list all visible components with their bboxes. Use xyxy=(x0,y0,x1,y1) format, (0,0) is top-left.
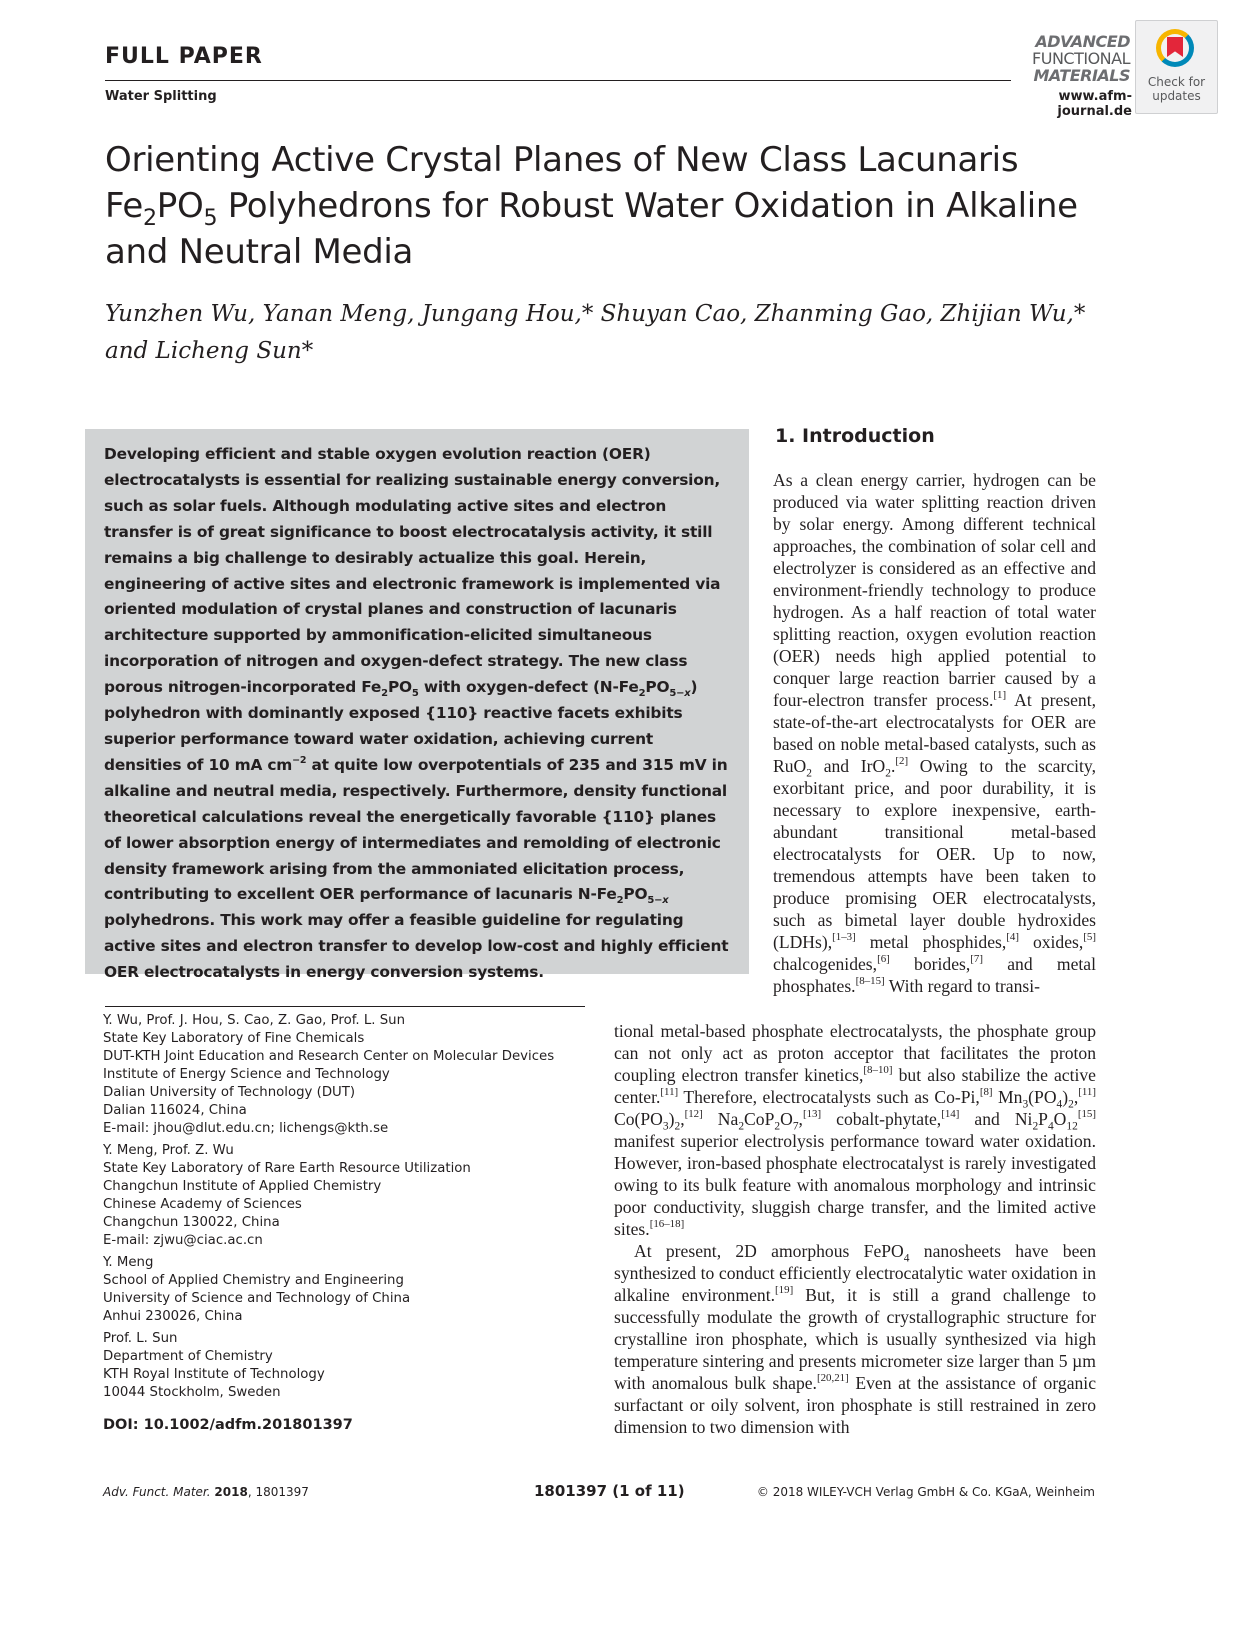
affiliation-line: Y. Meng xyxy=(103,1255,154,1270)
intro-paragraph-1-continued: tional metal-based phosphate electrocatalysts, the phosphate group can not only act as proton acceptor that facilitates the proton coupling electron transfer kinetics,[8–10] but also stabilize the active center.[11] Therefore, electrocatalysts such as Co-Pi,[8] $Mn_3(PO_4)_2,[11]$ $Co(PO_3)_2,[12]$ $Na_2CoP_2O_7,[13]$ cobalt-phytate,[14] and $Ni_2P_4O_{12}[15]$ manifest superior electrolysis performance toward water oxidation. However, iron-based phosphate electrocatalyst is rarely investigated owing to its bulk feature with anomalous morphology and intrinsic poor conductivity, sluggish charge transfer, and the limited active sites.[16–18] xyxy=(614,1021,1096,1239)
journal-logo xyxy=(1010,33,1130,84)
header-rule xyxy=(105,80,1011,81)
affiliation-line: State Key Laboratory of Rare Earth Resource Utilization xyxy=(103,1161,471,1176)
footer-copyright: © 2018 WILEY-VCH Verlag GmbH & Co. KGaA, Weinheim xyxy=(756,1485,1095,1499)
affiliation-group xyxy=(103,1142,593,1250)
affiliation-line: Institute of Energy Science and Technology xyxy=(103,1067,390,1082)
affiliation-line: Chinese Academy of Sciences xyxy=(103,1197,302,1212)
journal-logo-line-3: MATERIALS xyxy=(1033,66,1130,85)
journal-url[interactable]: www.afm-journal.de xyxy=(1057,89,1132,119)
affiliation-line: Y. Wu, Prof. J. Hou, S. Cao, Z. Gao, Prof. L. Sun xyxy=(103,1013,406,1028)
affiliation-line: Prof. L. Sun xyxy=(103,1331,178,1346)
email-line[interactable]: E-mail: jhou@dlut.edu.cn; lichengs@kth.se xyxy=(103,1121,389,1136)
affiliation-group xyxy=(103,1330,593,1402)
affiliation-line: State Key Laboratory of Fine Chemicals xyxy=(103,1031,365,1046)
section-label: Water Splitting xyxy=(105,89,217,104)
article-type-label: FULL PAPER xyxy=(105,44,263,69)
doi-link[interactable]: DOI: 10.1002/adfm.201801397 xyxy=(103,1417,353,1433)
affiliation-line: University of Science and Technology of China xyxy=(103,1291,411,1306)
intro-paragraph-2: At present, 2D amorphous FePO$_4$ nanosheets have been synthesized to conduct efficiently electrocatalytic water oxidation in alkaline environment.[19] But, it is still a grand challenge to successfully modulate the growth of crystallographic structure for crystalline iron phosphate, which is usually synthesized via high temperature sintering and presents micrometer size larger than 5 µm with anomalous bulk shape.[20,21] Even at the assistance of organic surfactant or oily solvent, iron phosphate is still restrained in zero dimension to two dimension with xyxy=(614,1241,1097,1437)
affiliation-line: Changchun 130022, China xyxy=(103,1215,280,1230)
affiliation-line: Dalian 116024, China xyxy=(103,1103,247,1118)
affiliation-line: Changchun Institute of Applied Chemistry xyxy=(103,1179,382,1194)
journal-logo-line-2: FUNCTIONAL xyxy=(1032,49,1130,68)
footer-page-number: 1801397 (1 of 11) xyxy=(534,1482,685,1500)
affiliation-rule xyxy=(105,1006,585,1007)
check-for-updates-label: Check for updates xyxy=(1147,75,1206,103)
email-line[interactable]: E-mail: zjwu@ciac.ac.cn xyxy=(103,1233,263,1248)
affiliation-line: DUT-KTH Joint Education and Research Center on Molecular Devices xyxy=(103,1049,555,1064)
affiliation-group xyxy=(103,1012,593,1138)
footer-citation xyxy=(103,1485,309,1499)
affiliation-group xyxy=(103,1254,593,1326)
footer-year: 2018 xyxy=(214,1485,248,1499)
affiliation-line: Department of Chemistry xyxy=(103,1349,273,1364)
affiliation-line: Y. Meng, Prof. Z. Wu xyxy=(103,1143,234,1158)
footer-journal-abbrev: Adv. Funct. Mater. xyxy=(103,1485,211,1499)
footer-article-id: , 1801397 xyxy=(247,1485,309,1499)
affiliation-line: Anhui 230026, China xyxy=(103,1309,243,1324)
affiliation-line: Dalian University of Technology (DUT) xyxy=(103,1085,356,1100)
abstract-text: Developing efficient and stable oxygen evolution reaction (OER) electrocatalysts is essential for realizing sustainable energy conversion, such as solar fuels. Although modulating active sites and electron transfer is of great significance to boost electrocatalysis activity, it still remains a big challenge to desirably actualize this goal. Herein, engineering of active sites and electronic framework is implemented via oriented modulation of crystal planes and construction of lacunaris architecture supported by ammonification-elicited simultaneous incorporation of nitrogen and oxygen-defect strategy. The new class porous nitrogen-incorporated $Fe_2PO_5$ with oxygen-defect $(N-Fe_2PO_{5-x})$ polyhedron with dominantly exposed {110} reactive facets exhibits superior performance toward water oxidation, achieving current densities of 10 mA $cm^{-2}$ at quite low overpotentials of 235 and 315 mV in alkaline and neutral media, respectively. Furthermore, density functional theoretical calculations reveal the energetically favorable {110} planes of lower absorption energy of intermediates and remolding of electronic density framework arising from the ammoniated elicitation process, contributing to excellent OER performance of lacunaris $N-Fe_2PO_{5-x}$ polyhedrons. This work may offer a feasible guideline for regulating active sites and electron transfer to develop low-cost and highly efficient OER electrocatalysts in energy conversion systems. xyxy=(104,445,729,982)
affiliation-line: 10044 Stockholm, Sweden xyxy=(103,1385,281,1400)
author-list: Yunzhen Wu, Yanan Meng, Jungang Hou,* Shuyan Cao, Zhanming Gao, Zhijian Wu,* and Licheng Sun* xyxy=(105,301,1086,364)
journal-logo-line-1: ADVANCED xyxy=(1035,32,1130,51)
intro-paragraph-1-column: As a clean energy carrier, hydrogen can be produced via water splitting reaction driven by solar energy. Among different technical approaches, the combination of solar cell and electrolyzer is considered as an effective and environment-friendly technology to produce hydrogen. As a half reaction of total water splitting reaction, oxygen evolution reaction (OER) needs high applied potential to conquer large reaction barrier caused by a four-electron transfer process.[1] At present, state-of-the-art electrocatalysts for OER are based on noble metal-based catalysts, such as RuO$_2$ and IrO$_2$.[2] Owing to the scarcity, exorbitant price, and poor durability, it is necessary to explore inexpensive, earth-abundant transitional metal-based electrocatalysts for OER. Up to now, tremendous attempts have been taken to produce promising OER electrocatalysts, such as bimetal layer double hydroxides (LDHs),[1–3] metal phosphides,[4] oxides,[5] chalcogenides,[6] borides,[7] and metal phosphates.[8–15] With regard to transi- xyxy=(773,470,1096,996)
article-title: Orienting Active Crystal Planes of New Class Lacunaris $Fe_2PO_5$ Polyhedrons for Robust Water Oxidation in Alkaline and Neutral Media xyxy=(105,140,1078,272)
check-for-updates-button[interactable] xyxy=(1135,20,1218,114)
affiliation-line: School of Applied Chemistry and Engineering xyxy=(103,1273,404,1288)
affiliations-block xyxy=(103,1012,593,1406)
section-heading-introduction: 1. Introduction xyxy=(775,425,935,447)
affiliation-line: KTH Royal Institute of Technology xyxy=(103,1367,325,1382)
